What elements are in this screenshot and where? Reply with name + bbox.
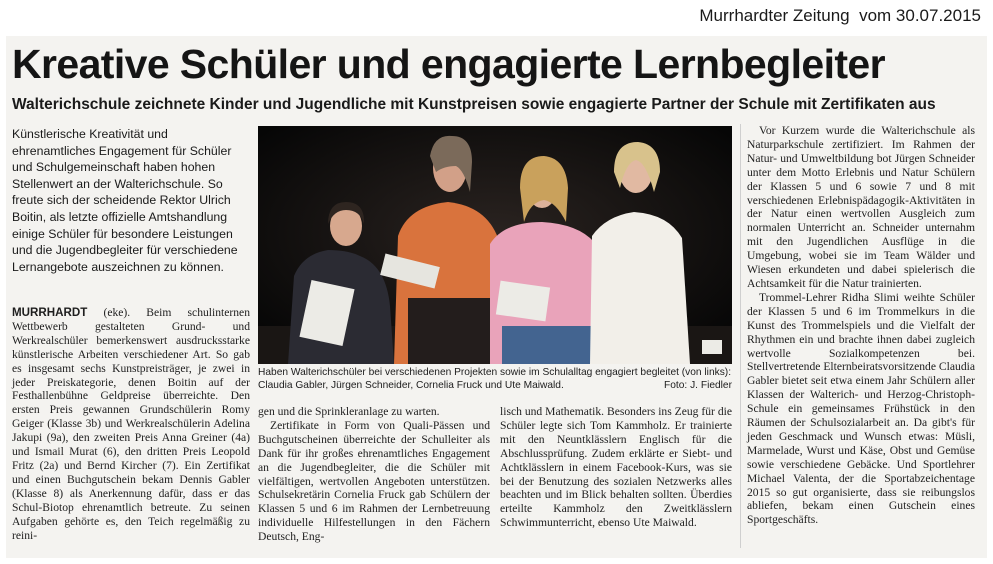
photo-illustration xyxy=(258,126,732,364)
column-1-text: (eke). Beim schulinternen Wettbewerb gestalteten Grund- und Werkrealschüler bemerkenswert ausdrucksstarke künstlerische Arbeiten verschiedener Art. So gab es insgesamt sechs Kunstpreisträger, je zwei in jeder Preiskategorie, denen Boitin auf der Festhallenbühne Geldpreise überreichte. Den ersten Preis gewannen Grundschülerin Romy Geiger (Klasse 3b) und Werkrealschülerin Adelina Jakupi (9a), den zweiten Preis Anna Greiner (4a) und Ismail Murat (6), den dritten Preis Leopold Fritz (2a) und Bernd Kircher (7). Ein Zertifikat und einen Buchgutschein bekam Dennis Gabler (Klasse 8) als Anerkennung dafür, dass er das Schul-Biotop ehrenamtlich betreute. Zu seinen Aufgaben gehörte es, den Teich regelmäßig zu reini- xyxy=(12,306,250,542)
article-column-1 xyxy=(12,306,250,542)
photo-credit: Foto: J. Fiedler xyxy=(664,380,732,392)
column-2-paragraph-1: gen und die Sprinkleranlage zu warten. xyxy=(258,405,440,418)
article-column-2 xyxy=(258,405,490,544)
article-headline: Kreative Schüler und engagierte Lernbegleiter xyxy=(12,41,885,87)
column-4-paragraph-1: Vor Kurzem wurde die Walterichschule als Naturparkschule zertifiziert. Im Rahmen der Natur- und Umweltbildung bot Jürgen Schneider unter dem Motto Erlebnis und Natur Schülern der Klassen 5 und 6 sowie 7 und 8 mit verschiedenen Erlebnispädagogik-Aktivitäten in der Natur einen wertvollen Ausgleich zum normalen Unterricht an. Schneider unternahm mit den Jugendlichen Ausflüge in die Umgebung, wobei sie im Team Wälder und Wiesen erkundeten und dabei spielerisch die Achtsamkeit für die Natur trainierten. xyxy=(747,124,975,290)
newspaper-source-date: Murrhardter Zeitung vom 30.07.2015 xyxy=(699,6,981,25)
article-subheadline: Walterichschule zeichnete Kinder und Jugendliche mit Kunstpreisen sowie engagierte Partner der Schule mit Zertifikaten aus xyxy=(12,96,936,113)
article-column-3 xyxy=(500,405,732,530)
article-photo xyxy=(258,126,732,364)
photo-caption xyxy=(258,366,732,393)
column-4-paragraph-2: Trommel-Lehrer Ridha Slimi weihte Schüler der Klassen 5 und 6 im Trommelkurs in die Kunst des Trommelspiels und die Vielfalt der Rhythmen ein und brachte ihnen dabei zugleich wertvolle Sozialkompetenzen bei. Stellvertretende Elternbeiratsvorsitzende Claudia Gabler bietet seit etwa einem Jahr Schülern aller Klassen der Walterich- und Herzog-Christoph-Schule ein gemeinsames Frühstück in den Räumen der Schulsozialarbeit an. Da gibt's für jeden Geschmack und Wunsch etwas: Müsli, Marmelade, Wurst und Käse, Obst und Gemüse sowie verschiedene Gebäcke. Und Sportlehrer Michael Valenta, der die Sportabzeichentage 2015 so gut organisierte, dass sie reibungslos abliefen, bekam einen Gutschein eines Sportgeschäfts. xyxy=(747,290,975,527)
dateline: MURRHARDT xyxy=(12,306,88,319)
article-lead: Künstlerische Kreativität und ehrenamtliches Engagement für Schüler und Schulgemeinschaft haben hohen Stellenwert an der Walterichschule. So freute sich der scheidende Rektor Ulrich Boitin, als letzte offizielle Amtshandlung einige Schüler für besondere Leistungen und die Jugendbegleiter für verschiedene Lernangebote auszeichnen zu können. xyxy=(12,127,238,274)
photo-caption-text: Haben Walterichschüler bei verschiedenen Projekten sowie im Schulalltag engagiert begleitet (von links): Claudia Gabler, Jürgen Schneider, Cornelia Fruck und Ute Maiwald. xyxy=(258,367,732,392)
column-3-paragraph-1: lisch und Mathematik. Besonders ins Zeug für die Schüler legte sich Tom Kammholz. Er trainierte mit den Neuntklässlern Englisch für die Abschlussprüfung. Zudem erklärte er Siebt- und Achtklässlern in einem Facebook-Kurs, was sie bei der Benutzung des sozialen Netzwerks alles beachten und im Blick behalten sollten. Überdies erteilte Kammholz den Zweitklässlern Schwimmunterricht, ebenso Ute Maiwald. xyxy=(500,405,732,530)
column-divider xyxy=(740,124,741,548)
column-2-paragraph-2: Zertifikate in Form von Quali-Pässen und Buchgutscheinen überreichte der Schulleiter als Dank für ihr großes ehrenamtliches Engagement an die Jugendbegleiter, die die Schüler mit vielfältigen, wertvollen Angeboten unterstützen. Schulsekretärin Cornelia Fruck gab Schülern der Klassen 5 und 6 im Rahmen der Lernbetreuung individuelle Hilfestellungen in den Fächern Deutsch, Eng- xyxy=(258,418,490,544)
article-column-4 xyxy=(747,124,975,527)
